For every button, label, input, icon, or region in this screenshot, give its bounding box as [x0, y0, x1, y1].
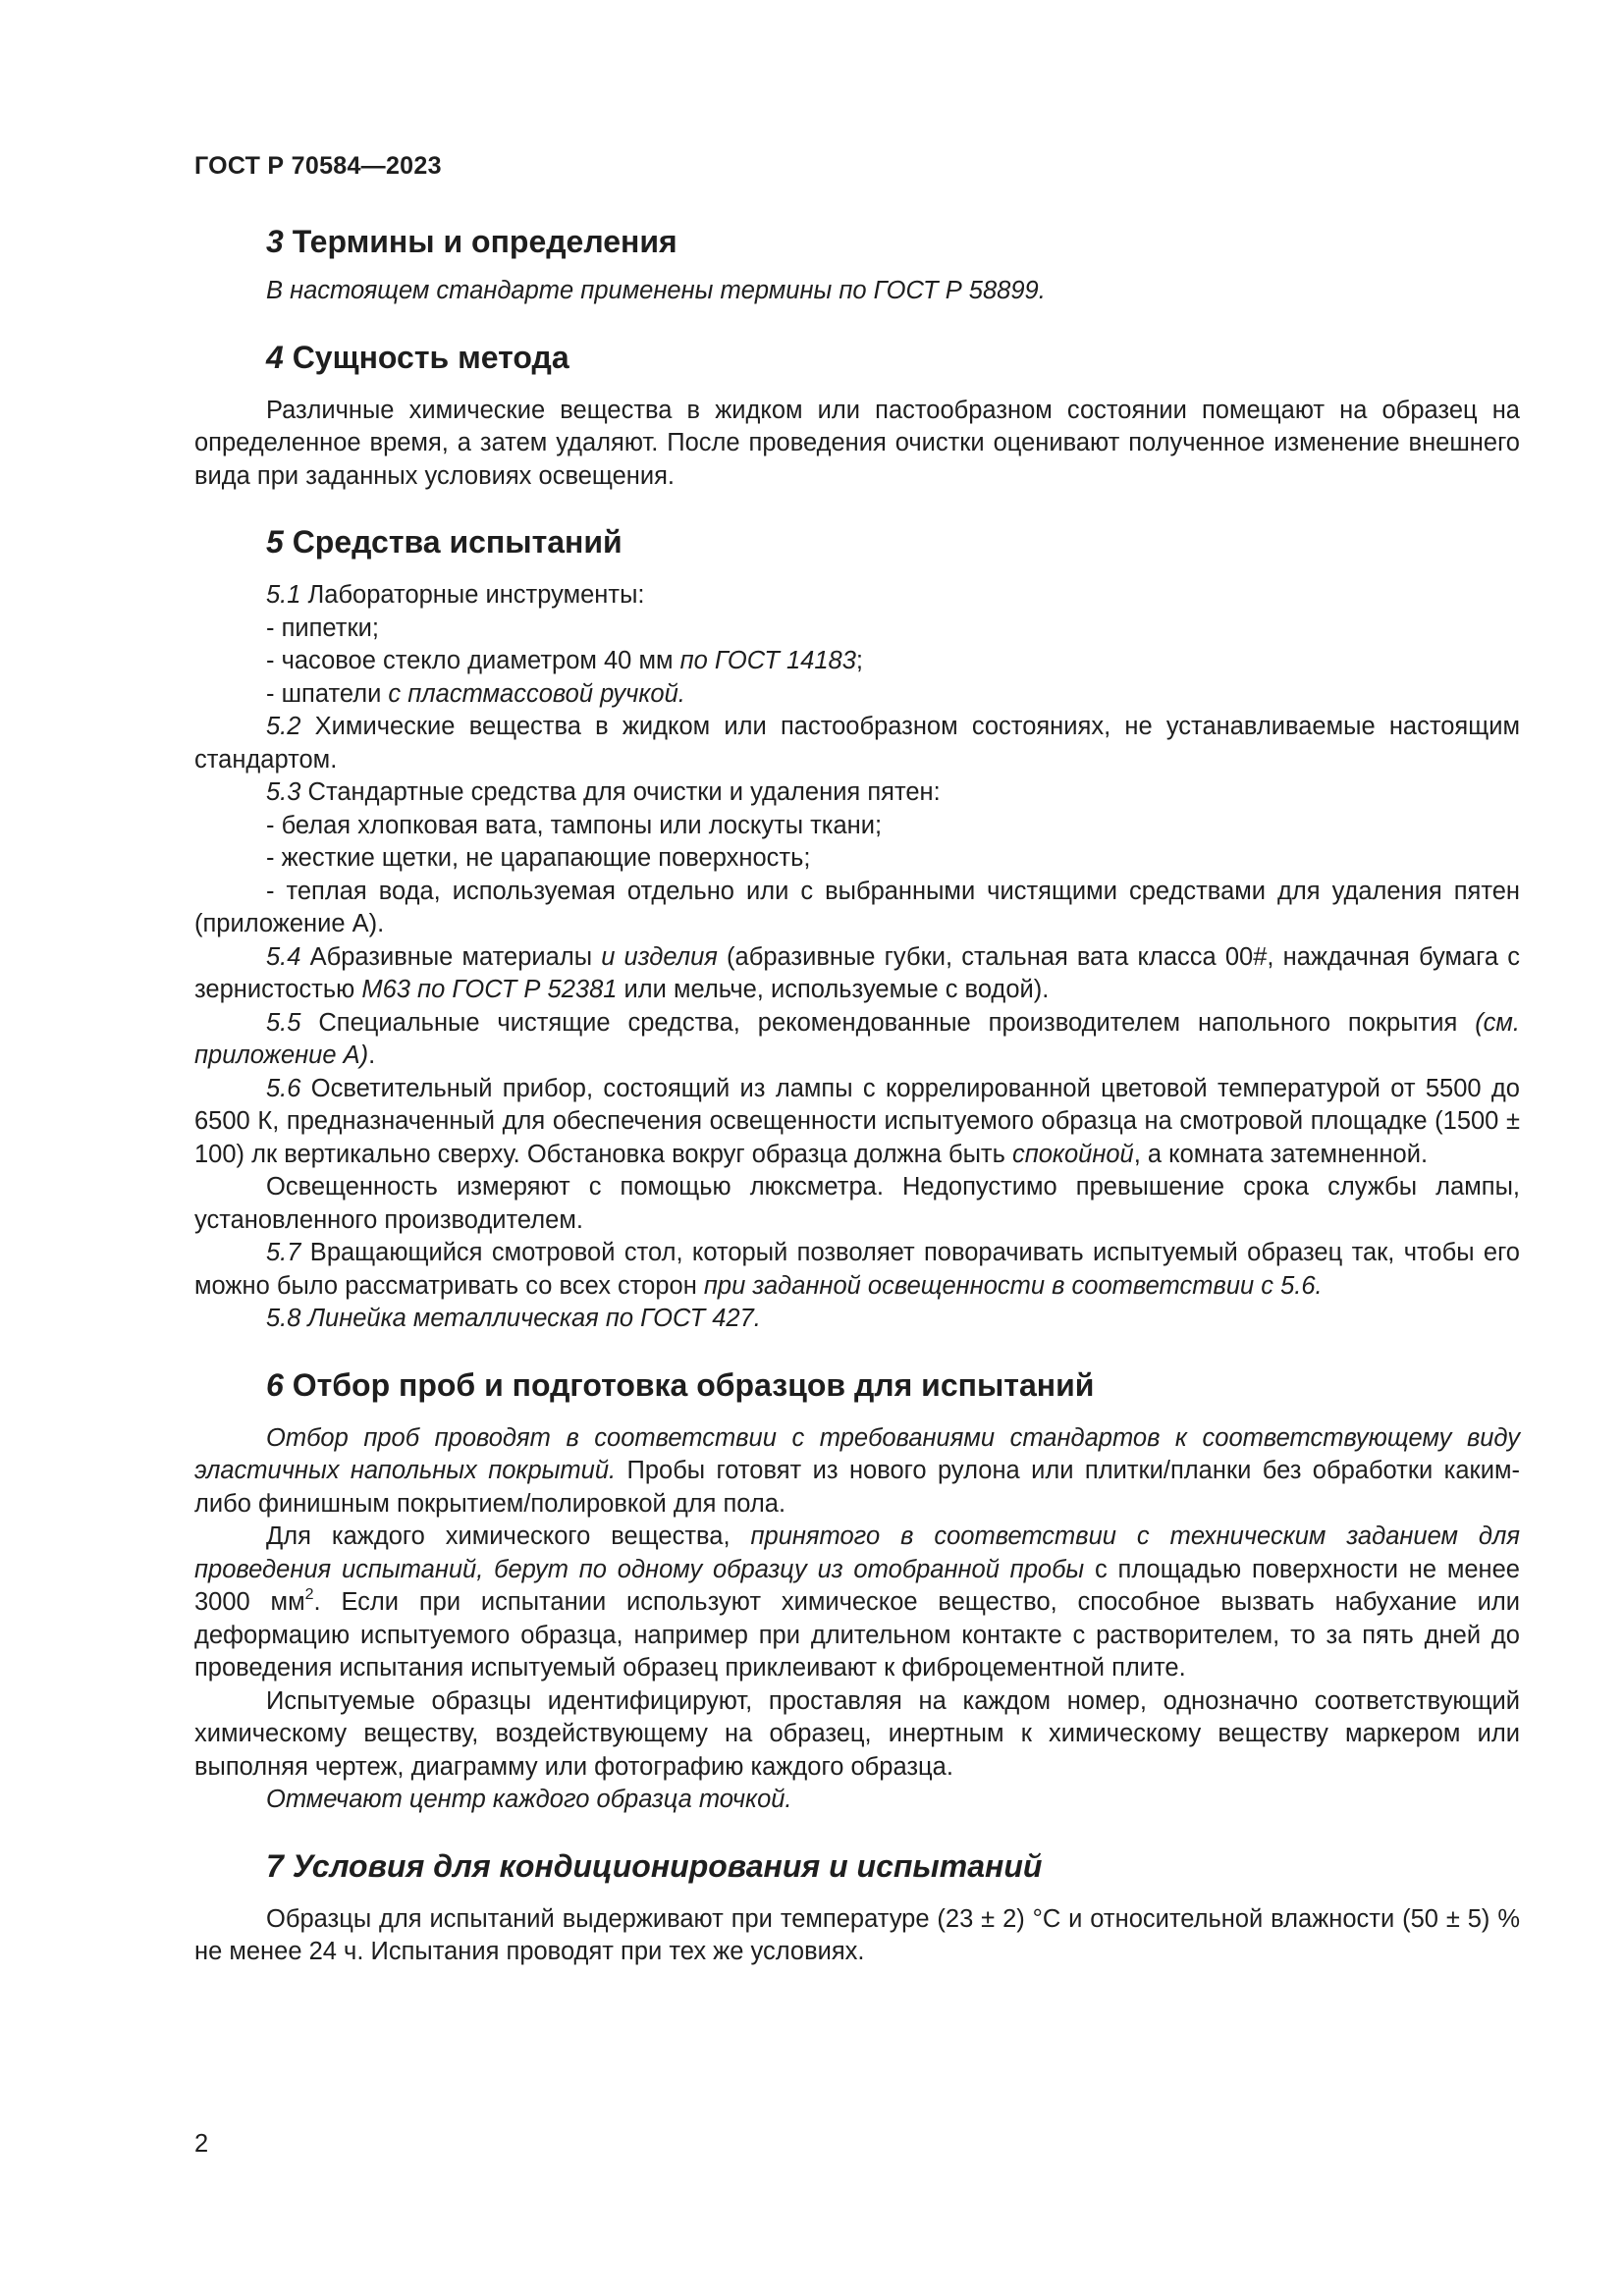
section-6-paragraph-2: Для каждого химического вещества, принятого в соответствии с техническим заданием для проведения испытаний, берут по одному образцу из отобранной пробы с площадью поверхности не менее 3000 $мм^2$. Если при испытании используют химическое вещество, способное вызвать набухание или деформацию испытуемого образца, например при длительном контакте с растворителем, то за пять дней до проведения испытания испытуемый образец приклеивают к фиброцементной плите. [194, 1522, 1521, 1682]
section-7-paragraph: Образцы для испытаний выдерживают при температуре (23 ± 2) °С и относительной влажности (50 ± 5) % не менее 24 ч. Испытания проводят при тех же условиях. [194, 1904, 1520, 1965]
section-3-heading [194, 222, 1520, 261]
section-6-heading [194, 1365, 1520, 1405]
section-number: 3 [266, 224, 284, 259]
section-number: 4 [266, 339, 284, 375]
section-title: Средства испытаний [292, 524, 623, 560]
section-5-heading [194, 522, 1520, 561]
section-title: Термины и определения [292, 224, 677, 259]
section-title: Отбор проб и подготовка образцов для испытаний [283, 1366, 1095, 1403]
section-6-paragraph-3: Испытуемые образцы идентифицируют, проставляя на каждом номер, однозначно соответствующий химическому веществу, воздействующему на образец, инертным к химическому веществу маркером или выполняя чертеж, диаграмму или фотографию каждого образца. [194, 1686, 1520, 1781]
list-item: - белая хлопковая вата, тампоны или лоскуты ткани; [266, 811, 883, 839]
section-title: Сущность метода [292, 339, 569, 375]
clause-5-3: 5.3 Стандартные средства для очистки и удаления пятен: [266, 778, 941, 806]
document-code: ГОСТ Р 70584—2023 [194, 152, 442, 180]
clause-5-4: 5.4 Абразивные материалы и изделия (абразивные губки, стальная вата класса 00#, наждачная бумага с зернистостью М63 по ГОСТ Р 52381 или мельче, используемые с водой). [194, 942, 1520, 1003]
clause-5-6-paragraph: Освещенность измеряют с помощью люксметра. Недопустимо превышение срока службы лампы, установленного производителем. [194, 1173, 1520, 1234]
section-7-heading: 7 Условия для кондиционирования и испытаний [266, 1847, 1043, 1884]
section-6-paragraph-1: Отбор проб проводят в соответствии с требованиями стандартов к соответствующему виду эластичных напольных покрытий. Пробы готовят из нового рулона или плитки/планки без обработки каким-либо финишным покрытием/полировкой для пола. [194, 1423, 1520, 1518]
section-4-paragraph: Различные химические вещества в жидком или пастообразном состоянии помещают на образец на определенное время, а затем удаляют. После проведения очистки оценивают полученное изменение внешнего вида при заданных условиях освещения. [194, 396, 1520, 490]
page-number: 2 [194, 2130, 209, 2158]
clause-5-1: 5.1 Лабораторные инструменты: [266, 581, 645, 609]
list-item: - часовое стекло диаметром 40 мм по ГОСТ 14183; [266, 647, 863, 674]
clause-5-5: 5.5 Специальные чистящие средства, рекомендованные производителем напольного покрытия (см. приложение А). [194, 1008, 1520, 1069]
section-4-heading [194, 338, 1520, 377]
clause-5-8: 5.8 Линейка металлическая по ГОСТ 427. [266, 1305, 761, 1332]
list-item: - шпатели с пластмассовой ручкой. [266, 679, 685, 708]
clause-5-6: 5.6 Осветительный прибор, состоящий из лампы с коррелированной цветовой температурой от 5500 до 6500 К, предназначенный для обеспечения освещенности испытуемого образца на смотровой площадке (1500 ± 100) лк вертикально сверху. Обстановка вокруг образца должна быть спокойной, а комната затемненной. [194, 1074, 1520, 1168]
list-item: - жесткие щетки, не царапающие поверхность; [266, 844, 811, 872]
clause-5-2: 5.2 Химические вещества в жидком или пастообразном состояниях, не устанавливаемые настоящим стандартом. [194, 713, 1520, 774]
section-3-paragraph: В настоящем стандарте применены термины по ГОСТ Р 58899. [266, 277, 1046, 304]
section-6-paragraph-4: Отмечают центр каждого образца точкой. [266, 1786, 792, 1813]
clause-5-7: 5.7 Вращающийся смотровой стол, который позволяет поворачивать испытуемый образец так, чтобы его можно было рассматривать со всех сторон при заданной освещенности в соответствии с 5.6. [194, 1239, 1520, 1300]
section-number: 6 [266, 1366, 284, 1403]
list-item: - пипетки; [266, 614, 379, 642]
list-item: - теплая вода, используемая отдельно или с выбранными чистящими средствами для удаления пятен (приложение А). [194, 877, 1520, 937]
section-number: 5 [266, 524, 284, 560]
document-body [194, 222, 1520, 1969]
